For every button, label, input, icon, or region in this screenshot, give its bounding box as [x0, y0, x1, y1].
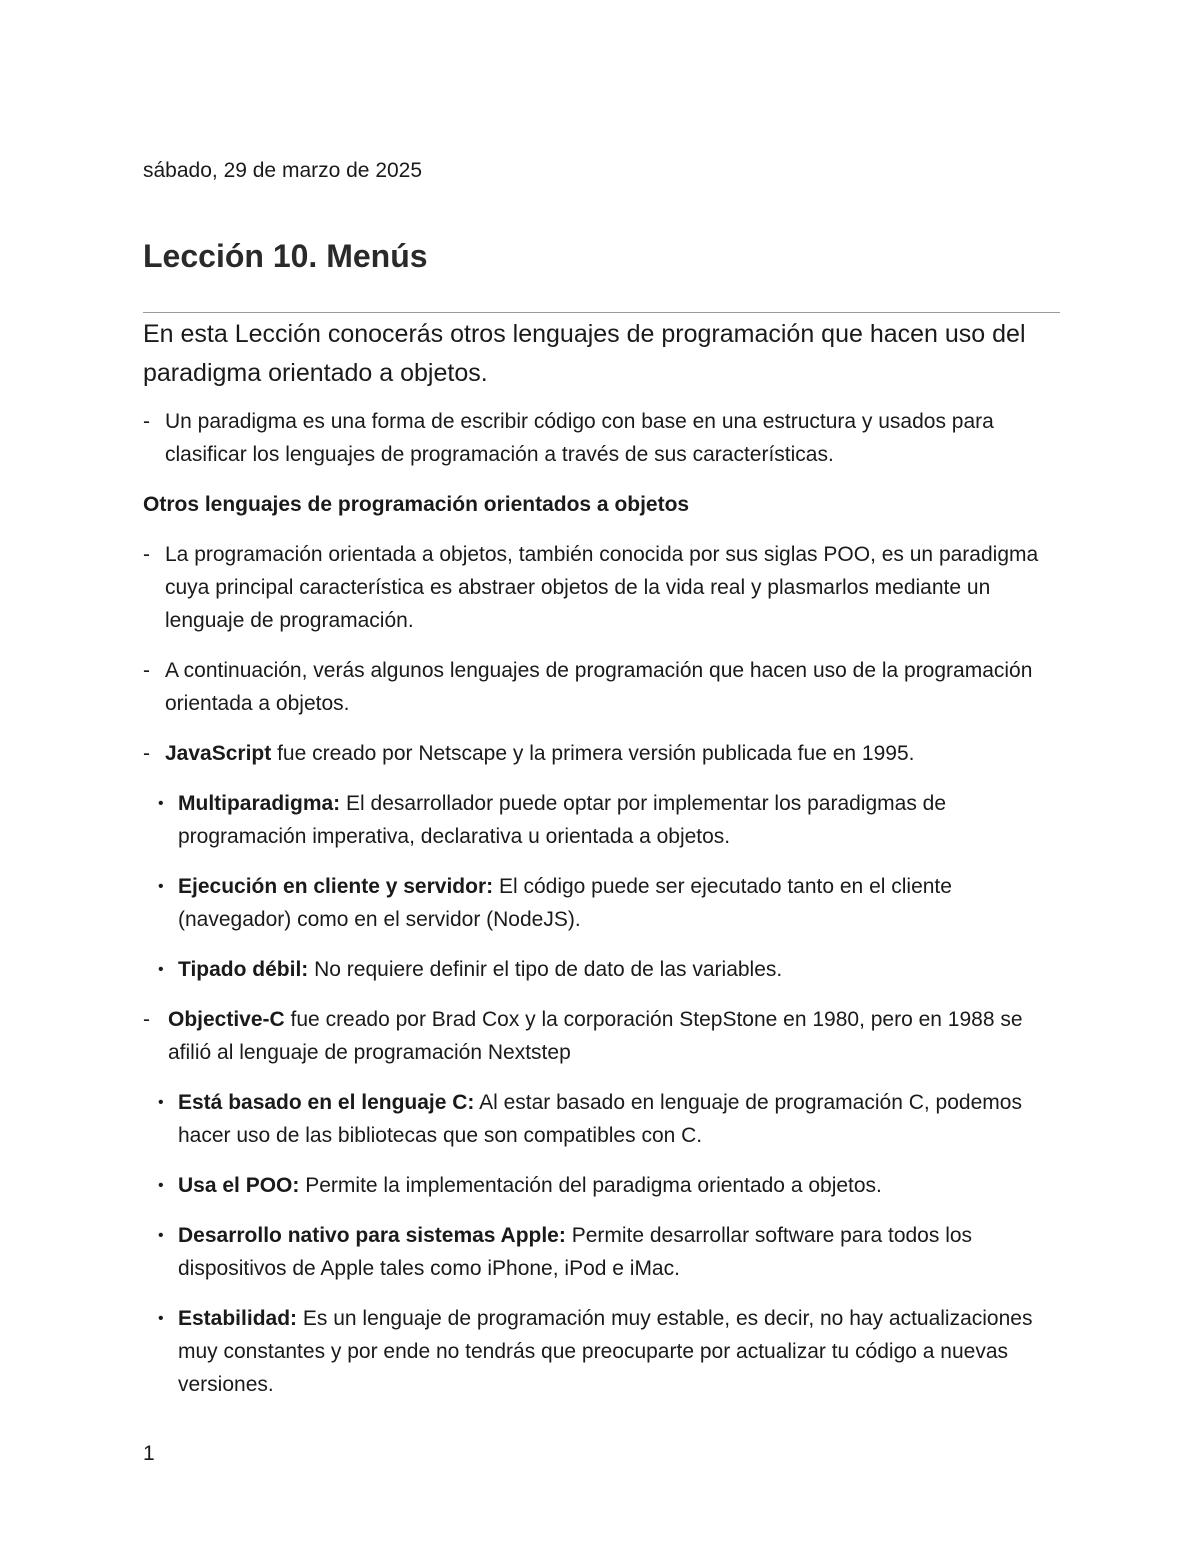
bullet-marker: •: [158, 1094, 164, 1111]
dash-marker: -: [143, 659, 150, 682]
title-divider: [143, 312, 1060, 313]
list-item: [143, 654, 1060, 720]
feature-label: Tipado débil:: [178, 958, 309, 981]
bullet-marker: •: [158, 795, 164, 812]
feature-text: El desarrollador puede optar por implementar los paradigmas de programación imperativa, declarativa u orientada a objetos.: [178, 792, 947, 848]
feature-item: [143, 1086, 1060, 1152]
page-number: 1: [143, 1442, 155, 1465]
bullet-marker: •: [158, 1310, 164, 1327]
document-date: sábado, 29 de marzo de 2025: [143, 159, 423, 182]
feature-item: [143, 953, 1060, 986]
poo-definition: La programación orientada a objetos, también conocida por sus siglas POO, es un paradigma cuya principal característica es abstraer objetos de la vida real y plasmarlos mediante un lenguaje de programación.: [165, 543, 1039, 632]
feature-label: Ejecución en cliente y servidor:: [178, 875, 494, 898]
feature-item: [143, 1219, 1060, 1285]
feature-item: [143, 1302, 1060, 1401]
feature-item: [143, 787, 1060, 853]
continuation-text: A continuación, verás algunos lenguajes de programación que hacen uso de la programación orientada a objetos.: [165, 659, 1033, 715]
language-name: JavaScript: [165, 742, 272, 765]
bullet-marker: •: [158, 1227, 164, 1244]
feature-text: Es un lenguaje de programación muy estable, es decir, no hay actualizaciones muy constantes y por ende no tendrás que preocuparte por actualizar tu código a nuevas versiones.: [178, 1307, 1033, 1396]
feature-item: [143, 870, 1060, 936]
feature-label: Estabilidad:: [178, 1307, 298, 1330]
section-heading: Otros lenguajes de programación orientados a objetos: [143, 493, 690, 516]
language-item-objective-c: [143, 1003, 1060, 1069]
language-description: fue creado por Netscape y la primera versión publicada fue en 1995.: [271, 742, 915, 765]
language-name: Objective-C: [168, 1008, 285, 1031]
feature-item: [143, 1169, 1060, 1202]
feature-text: Permite la implementación del paradigma orientado a objetos.: [299, 1174, 882, 1197]
language-item-javascript: [143, 737, 1060, 770]
feature-label: Multiparadigma:: [178, 792, 341, 815]
document-body: [143, 405, 1060, 1418]
feature-label: Usa el POO:: [178, 1174, 300, 1197]
page-title: Lección 10. Menús: [143, 238, 428, 274]
dash-marker: -: [143, 742, 150, 765]
list-item: [143, 405, 1060, 471]
feature-text: Al estar basado en lenguaje de programación C, podemos hacer uso de las bibliotecas que son compatibles con C.: [178, 1091, 1022, 1147]
dash-marker: -: [143, 543, 150, 566]
feature-text: No requiere definir el tipo de dato de las variables.: [308, 958, 783, 981]
dash-marker: -: [143, 410, 150, 433]
lesson-intro: En esta Lección conocerás otros lenguajes de programación que hacen uso del paradigma orientado a objetos.: [143, 320, 1026, 387]
feature-text: Permite desarrollar software para todos los dispositivos de Apple tales como iPhone, iPod e iMac.: [178, 1224, 973, 1280]
bullet-marker: •: [158, 961, 164, 978]
feature-text: El código puede ser ejecutado tanto en el cliente (navegador) como en el servidor (NodeJS).: [178, 875, 952, 931]
list-item: [143, 538, 1060, 637]
bullet-marker: •: [158, 878, 164, 895]
language-description: fue creado por Brad Cox y la corporación StepStone en 1980, pero en 1988 se afilió al lenguaje de programación Nextstep: [168, 1008, 1023, 1064]
bullet-marker: •: [158, 1177, 164, 1194]
paradigm-definition: Un paradigma es una forma de escribir código con base en una estructura y usados para clasificar los lenguajes de programación a través de sus características.: [165, 410, 994, 466]
feature-label: Desarrollo nativo para sistemas Apple:: [178, 1224, 566, 1247]
feature-label: Está basado en el lenguaje C:: [178, 1091, 475, 1114]
dash-marker: -: [143, 1008, 150, 1031]
document-page: [143, 0, 1060, 1553]
